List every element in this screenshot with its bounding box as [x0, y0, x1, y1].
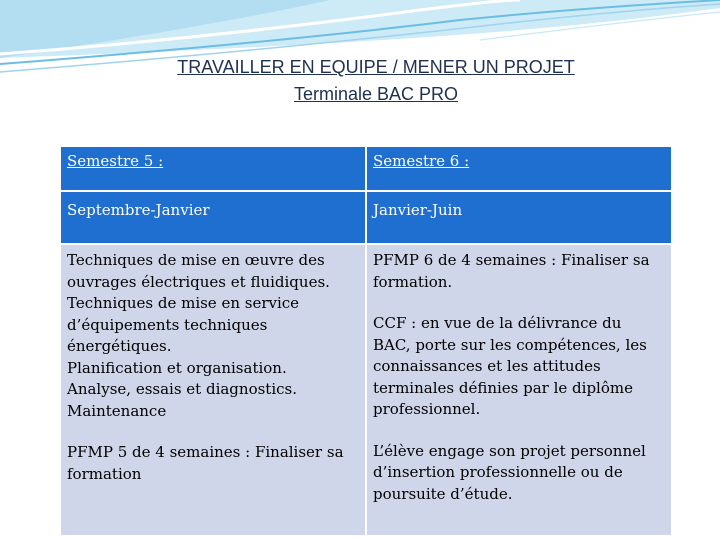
- project-line: poursuite d’étude.: [373, 484, 513, 503]
- topic-line: Planification et organisation.: [67, 358, 287, 377]
- project-text: [373, 441, 665, 506]
- pfmp-line: PFMP 5 de 4 semaines : Finaliser sa: [67, 443, 344, 461]
- pfmp-line: formation.: [373, 272, 453, 291]
- topic-line: ouvrages électriques et fluidiques.: [67, 272, 330, 291]
- page-title: [0, 54, 720, 108]
- pfmp-line: PFMP 6 de 4 semaines : Finaliser sa: [373, 251, 650, 269]
- topic-line: Techniques de mise en œuvre des: [67, 251, 325, 269]
- semester-6-cell: [366, 146, 672, 191]
- ccf-line: connaissances et les attitudes: [373, 357, 601, 375]
- pfmp-5-text: [67, 442, 359, 485]
- ccf-text: [373, 313, 665, 421]
- period-5-label: Septembre-Janvier: [67, 201, 210, 219]
- semester-5-label: Semestre 5 :: [67, 152, 164, 170]
- period-6-label: Janvier-Juin: [373, 201, 463, 219]
- ccf-line: professionnel.: [373, 400, 481, 418]
- semester-5-topics: [67, 250, 359, 422]
- topic-line: Analyse, essais et diagnostics.: [67, 380, 297, 398]
- topic-line: énergétiques.: [67, 337, 172, 355]
- topic-line: Techniques de mise en service: [67, 294, 300, 312]
- ccf-line: BAC, porte sur les compétences, les: [373, 335, 647, 354]
- period-row: [60, 191, 672, 244]
- semester-row: [60, 146, 672, 191]
- title-line-2: Terminale BAC PRO: [293, 84, 459, 104]
- semester-5-content: [60, 244, 366, 536]
- pfmp-line: formation: [67, 464, 142, 483]
- semester-6-content: [366, 244, 672, 536]
- semester-table: [59, 145, 673, 537]
- period-5-cell: [60, 191, 366, 244]
- pfmp-6-text: [373, 250, 665, 293]
- project-line: d’insertion professionnelle ou de: [373, 463, 623, 481]
- period-6-cell: [366, 191, 672, 244]
- content-row: [60, 244, 672, 536]
- semester-5-cell: [60, 146, 366, 191]
- semester-6-label: Semestre 6 :: [373, 152, 470, 170]
- topic-line: d’équipements techniques: [67, 315, 268, 334]
- topic-line: Maintenance: [67, 401, 167, 420]
- title-line-1: TRAVAILLER EN EQUIPE / MENER UN PROJET: [177, 57, 575, 77]
- ccf-line: CCF : en vue de la délivrance du: [373, 314, 622, 332]
- project-line: L’élève engage son projet personnel: [373, 441, 646, 460]
- ccf-line: terminales définies par le diplôme: [373, 378, 633, 397]
